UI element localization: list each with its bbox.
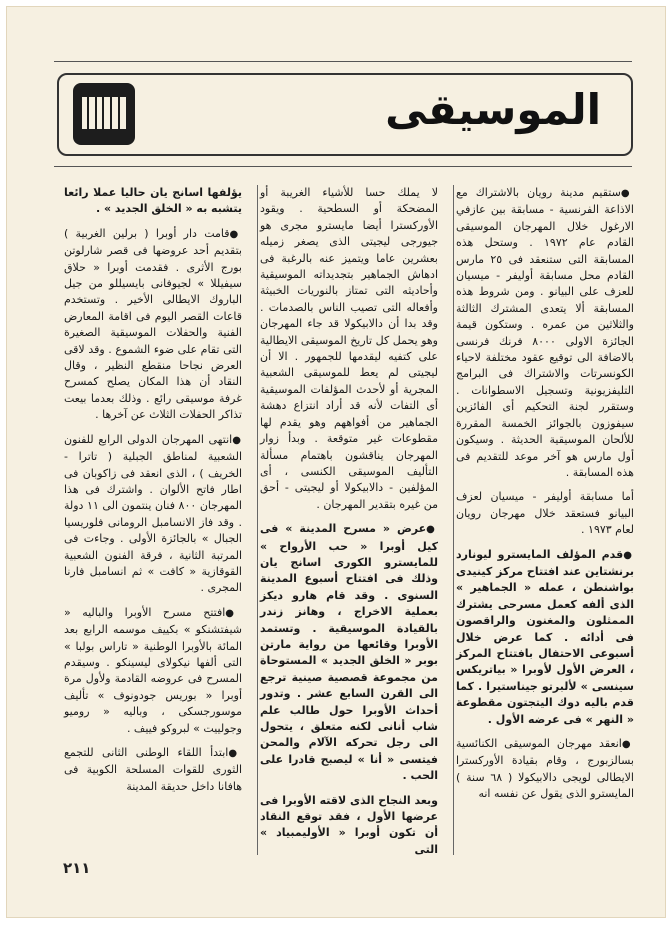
column-middle bbox=[260, 185, 438, 866]
paragraph: ● انعقد مهرجان الموسيقى الكنائسية بسالزبورج ، وقام بقيادة الأوركسترا الايطالى لويجى دالابيكولا ( ٦٨ سنة ) المايسترو الذى يقول عن نفسه انه bbox=[456, 736, 634, 803]
section-title: الموسيقى bbox=[385, 85, 601, 134]
paragraph: يؤلفها اسانج يان حاليا عملا رائعا يتشبه به « الخلق الجديد » . bbox=[64, 186, 242, 216]
paragraph: لا يملك حسا للأشياء الغريبة أو المضحكة أو السطحية . ويقود الأوركسترا أيضا مايسترو مجرى هو جيورجى ليجيتى الذى يصغر زميله بعشرين عاما ويتميز عنه بالرغبة فى ادهاش الجماهير بتجديداته الموسيقية وأحاديثه التى تمتاز بالنوريات الخبيثة وأفعاله التى تصيب الناس بالصدمات . وقد بدا أن دالابيكولا قد جاء المهرجان وهو يحمل كل تاريخ الموسيقى الايطالية على كتفيه ليقدمها للجمهور . الا أن ليجيتى لم يعط للموسيقى الشعبية المجرية أو لأحدث المؤلفات الموسيقية أى التفات لأنه قد أراد انتزاع دهشة الجماهير من أفواههم وهو يقدم لها مقطوعات غير متوقعة . وبدأ زوار المهرجان يناقشون باهتمام مسألة التأليف الموسيقى الكنسى ، أى المؤلفين - دالابيكولا أو ليجيتى - أحق من غيره بتقدير المهرجان . bbox=[260, 186, 438, 511]
paragraph: ● ابتدأ اللقاء الوطنى الثانى للتجمع الثورى للقوات المسلحة الكوبية فى هافانا داخل حديقة المدينة bbox=[64, 745, 242, 795]
header-bottom-rule bbox=[54, 166, 632, 167]
paragraph: أما مسابقة أوليفر - ميسيان لعزف البيانو فستعقد خلال مهرجان رويان لعام ١٩٧٣ . bbox=[456, 490, 634, 537]
piano-keys-icon bbox=[73, 83, 135, 145]
article-columns bbox=[64, 185, 635, 856]
column-left bbox=[64, 185, 242, 803]
top-rule bbox=[54, 61, 632, 62]
paragraph: وبعد النجاح الذى لاقته الأوبرا فى عرضها الأول ، فقد توقع النقاد أن تكون أوبرا « الأوليمبياد » التى bbox=[260, 793, 438, 856]
column-right bbox=[456, 185, 634, 811]
paragraph: ● قامت دار أوبرا ( برلين الغربية ) بتقديم أحد عروضها فى قصر شارلوتن بورج الأثرى . فقدمت أوبرا « حلاق سيفيللا » لجيوفانى بايسيللو من جيل الباروك الايطالى الأخير . وتستخدم قاعات القصر اليوم فى اقامة المعارض الفنية والحفلات الموسيقية الصغيرة التى تقام على ضوء الشموع . وقد لاقى العرض نجاحا منقطع النظير ، وقال النقاد أن هذا المكان يصلح كمسرح غرفة موسيقى رائع . وذلك بعدما بيعت تذاكر الحفلات الثلاث عن آخرها . bbox=[64, 226, 242, 424]
paragraph: ● ستقيم مدينة رويان بالاشتراك مع الاذاعة الفرنسية - مسابقة بين عازفي الارغول خلال المهرجان الموسيقى القادم عام ١٩٧٢ . وستحل هذه المسابقة التى ستنعقد فى ٢٥ مارس القادم محل مسابقة أوليفر - ميسيان للعزف على البيانو . ومن شروط هذه المسابقة ألا يتعدى المشترك الثالثة والثلاثين من عمره . وستكون قيمة الجائزة الاولى ٨٠٠٠ فرنك فرنسى بالاضافة الى توقيع عقود مختلفة لاحياء الكونسرتات والاشتراك فى البرامج التليفزيونية وتسجيل الاسطوانات . وستقرر لجنة التحكيم أى الفائزين سيفوزون بالجوائز الخمسة المقررة للألحان الموسيقية الحديثة . وسيكون أول مارس هو آخر موعد للتقديم فى هذه المسابقة . bbox=[456, 185, 634, 481]
paragraph: ● عرض « مسرح المدينة » فى كيل أوبرا « حب الأرواح » للمايسترو الكورى اسانج يان وذلك فى افتتاح أسبوع المدينة السنوى . وقد قام هارو ديكز بعملية الاخراج ، وهانز زندر بالقيادة الموسيقية . وتستمد الأوبرا وقائعها من رواية مارتن بوبر « الخلق الجديد » المستوحاة من مجموعة قصصية صينية ترجع الى القرن السابع عشر . وتدور أحداث الأوبرا حول طالب علم شاب أنانى لكنه متعلق ، يتحول الى رجل تحركه الآلام والمحن فيتسى « أنا » ليصبح قادرا على الحب . bbox=[260, 521, 438, 785]
paragraph: ● انتهى المهرجان الدولى الرابع للفنون الشعبية لمناطق الجبلية ( تاترا - الخريف ) ، الذى انعقد فى زاكوبان فى اطار فاتح الألوان . واشترك فى هذا المهرجان ٨٠٠ فنان ينتمون الى ١١ دولة . وقد فاز الانسامبل الرومانى فلوريسيا الجبال » بالجائزة الأولى . وجاءت فى المرتبة الثانية ، فرقة الفنون الشعبية القوقازية « كافت » ثم انسامبل فارنا المجرى . bbox=[64, 432, 242, 597]
paragraph: ● افتتح مسرح الأوبرا والباليه « شيفتشنكو » بكييف موسمه الرابع بعد المائة بالأوبرا الوطنية « تاراس بولبا » التى ألفها نيكولاى ليسينكو . وسيقدم المسرح فى عروضه القادمة ولأول مرة أوبرا « بوريس جودونوف » تأليف موسورجسكى ، وباليه « روميو وجولييت » لبروكو فييف . bbox=[64, 605, 242, 737]
paragraph: ● قدم المؤلف المايسترو ليونارد برنشتاين عند افتتاح مركز كينيدى بواشنطن ، عمله « الجماهير » الذى ألفه كعمل مسرحى يشترك الممثلون والمغنون والراقصون فى أدائه . كما عرض خلال أسبوعى الاحتفال بافتتاح المركز ، العرض الأول لأوبرا « بياتريكس سينسى » لألبرتو جيناستيرا . كما قدم باليه دوك اليتجتون مقطوعة « النهر » فى عرضه الأول . bbox=[456, 547, 634, 728]
page-number: ٢١١ bbox=[63, 859, 91, 877]
section-header bbox=[57, 73, 633, 156]
